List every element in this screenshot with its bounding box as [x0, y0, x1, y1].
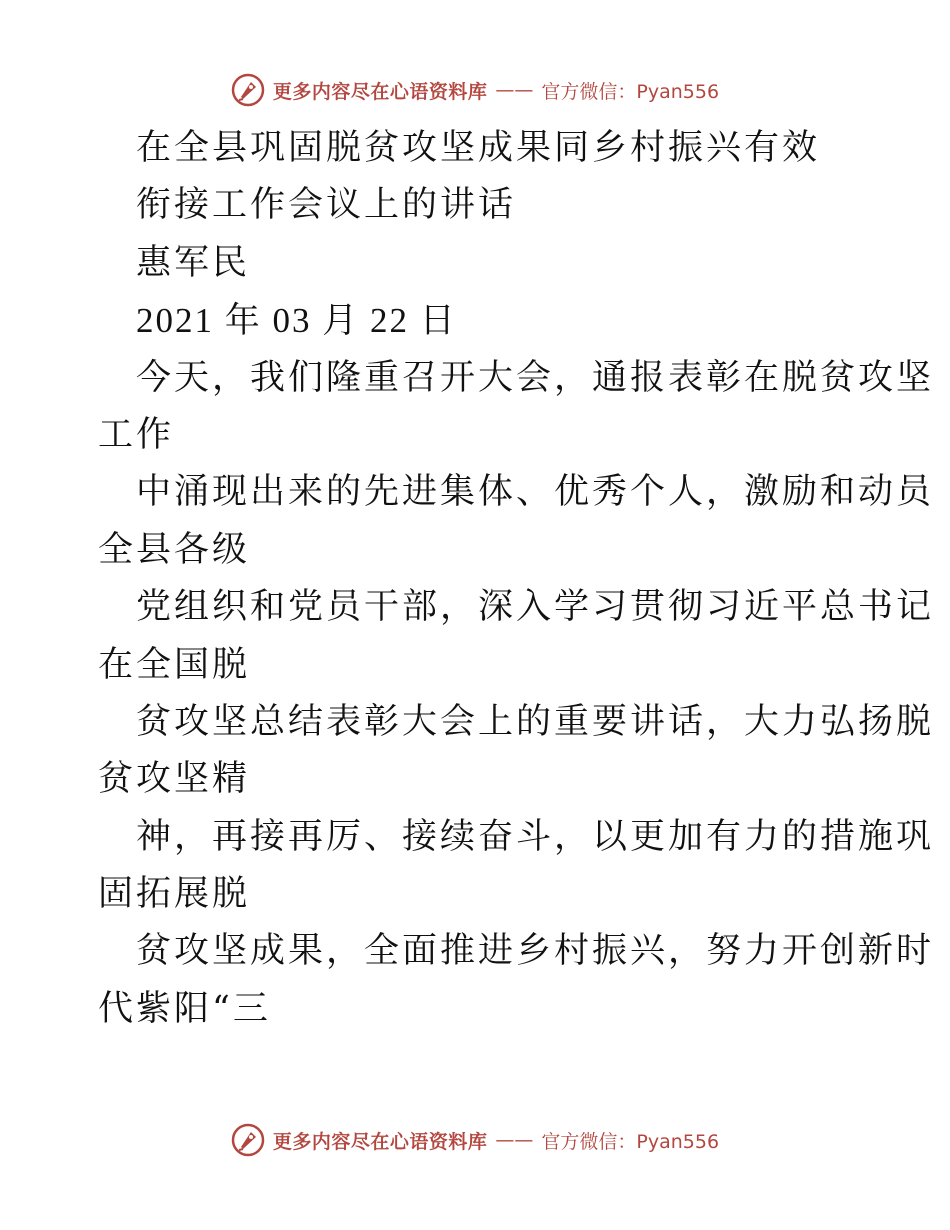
header-watermark — [0, 70, 950, 110]
paragraph-line: 党组织和党员干部，深入学习贯彻习近平总书记 — [136, 587, 935, 628]
paragraph-line: 代紫阳“三 — [98, 988, 271, 1029]
watermark-wechat-text: 官方微信：Pyan556 — [541, 80, 720, 103]
footer-watermark — [0, 1120, 950, 1160]
paragraph-line: 神，再接再厉、接续奋斗，以更加有力的措施巩 — [136, 816, 935, 857]
paragraph-line: 中涌现出来的先进集体、优秀个人，激励和动员 — [136, 472, 935, 513]
paragraph-line: 贫攻坚精 — [98, 759, 251, 800]
watermark-wechat-text: 官方微信：Pyan556 — [541, 1130, 720, 1153]
watermark-main-text: 更多内容尽在心语资料库 — [272, 1130, 488, 1153]
watermark-main-text: 更多内容尽在心语资料库 — [272, 80, 488, 103]
watermark-dash: —— — [495, 1129, 534, 1151]
pen-nib-logo-icon — [231, 1123, 265, 1157]
paragraph-line: 固拓展脱 — [98, 874, 251, 915]
paragraph-line: 全县各级 — [98, 529, 251, 570]
paragraph-line: 贫攻坚总结表彰大会上的重要讲话，大力弘扬脱 — [136, 701, 935, 742]
document-author: 惠军民 — [136, 242, 251, 283]
paragraph-line: 贫攻坚成果，全面推进乡村振兴，努力开创新时 — [136, 931, 935, 972]
paragraph-line: 今天，我们隆重召开大会，通报表彰在脱贫攻坚 — [136, 357, 935, 398]
paragraph-line: 工作 — [98, 414, 175, 455]
document-title-line-2: 衔接工作会议上的讲话 — [136, 185, 517, 226]
document-title-line-1: 在全县巩固脱贫攻坚成果同乡村振兴有效 — [136, 128, 821, 168]
paragraph-line: 在全国脱 — [98, 644, 251, 685]
pen-nib-logo-icon — [231, 73, 265, 107]
document-date: 2021 年 03 月 22 日 — [136, 301, 457, 341]
watermark-dash: —— — [495, 79, 534, 101]
document-body — [98, 120, 935, 1038]
